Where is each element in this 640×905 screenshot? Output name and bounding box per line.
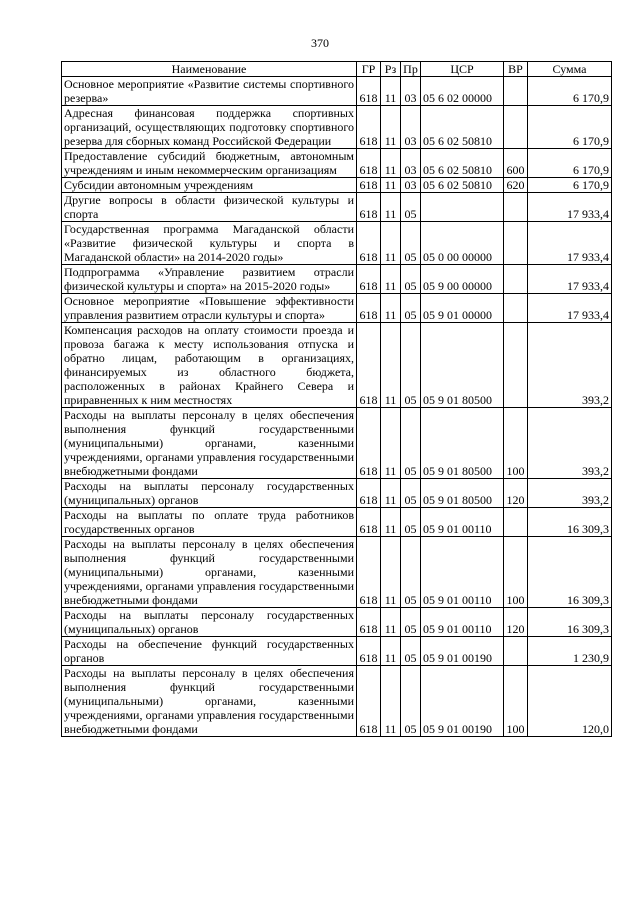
col-header-gr: ГР [357, 62, 381, 77]
cell-name: Другие вопросы в области физической культуры и спорта [62, 193, 357, 222]
col-header-name: Наименование [62, 62, 357, 77]
cell-gr: 618 [357, 294, 381, 323]
cell-pr: 05 [401, 508, 421, 537]
cell-gr: 618 [357, 666, 381, 737]
cell-vr: 620 [504, 178, 528, 193]
col-header-rz: Рз [381, 62, 401, 77]
cell-vr: 600 [504, 149, 528, 178]
cell-vr: 100 [504, 408, 528, 479]
cell-csr: 05 9 01 00110 [421, 608, 504, 637]
cell-csr: 05 9 01 00190 [421, 637, 504, 666]
cell-rz: 11 [381, 222, 401, 265]
cell-gr: 618 [357, 265, 381, 294]
cell-name: Расходы на выплаты персоналу в целях обеспечения выполнения функций государственными (муниципальными) органами, казенными учреждениями, органами управления государственными внебюджетными фондами [62, 408, 357, 479]
cell-name: Расходы на обеспечение функций государственных органов [62, 637, 357, 666]
table-row [62, 666, 612, 737]
table-row [62, 323, 612, 408]
cell-name: Основное мероприятие «Развитие системы спортивного резерва» [62, 77, 357, 106]
table-row [62, 77, 612, 106]
cell-pr: 05 [401, 294, 421, 323]
cell-csr: 05 9 01 80500 [421, 323, 504, 408]
cell-vr: 120 [504, 479, 528, 508]
col-header-sum: Сумма [528, 62, 612, 77]
cell-sum: 6 170,9 [528, 106, 612, 149]
cell-sum: 1 230,9 [528, 637, 612, 666]
cell-csr: 05 9 00 00000 [421, 265, 504, 294]
budget-table [61, 61, 612, 737]
table-header-row [62, 62, 612, 77]
table-row [62, 265, 612, 294]
cell-rz: 11 [381, 294, 401, 323]
cell-csr: 05 6 02 50810 [421, 178, 504, 193]
cell-name: Расходы на выплаты персоналу государственных (муниципальных) органов [62, 608, 357, 637]
cell-rz: 11 [381, 637, 401, 666]
cell-pr: 05 [401, 193, 421, 222]
cell-sum: 16 309,3 [528, 537, 612, 608]
cell-vr [504, 106, 528, 149]
cell-sum: 17 933,4 [528, 222, 612, 265]
cell-pr: 03 [401, 178, 421, 193]
col-header-csr: ЦСР [421, 62, 504, 77]
cell-rz: 11 [381, 106, 401, 149]
cell-pr: 05 [401, 479, 421, 508]
cell-sum: 16 309,3 [528, 608, 612, 637]
cell-rz: 11 [381, 479, 401, 508]
cell-sum: 17 933,4 [528, 265, 612, 294]
cell-csr: 05 9 01 00110 [421, 508, 504, 537]
cell-sum: 393,2 [528, 408, 612, 479]
cell-sum: 6 170,9 [528, 77, 612, 106]
table-row [62, 106, 612, 149]
cell-sum: 17 933,4 [528, 193, 612, 222]
table-row [62, 149, 612, 178]
cell-csr: 05 6 02 00000 [421, 77, 504, 106]
col-header-pr: Пр [401, 62, 421, 77]
cell-rz: 11 [381, 265, 401, 294]
cell-rz: 11 [381, 537, 401, 608]
cell-sum: 393,2 [528, 479, 612, 508]
cell-vr [504, 323, 528, 408]
cell-rz: 11 [381, 178, 401, 193]
table-row [62, 178, 612, 193]
cell-csr: 05 9 01 00110 [421, 537, 504, 608]
cell-gr: 618 [357, 323, 381, 408]
cell-gr: 618 [357, 149, 381, 178]
cell-csr [421, 193, 504, 222]
cell-pr: 03 [401, 106, 421, 149]
table-row [62, 222, 612, 265]
cell-vr [504, 193, 528, 222]
cell-csr: 05 9 01 00000 [421, 294, 504, 323]
table-row [62, 508, 612, 537]
cell-gr: 618 [357, 408, 381, 479]
cell-rz: 11 [381, 408, 401, 479]
table-row [62, 408, 612, 479]
cell-name: Расходы на выплаты персоналу в целях обеспечения выполнения функций государственными (муниципальными) органами, казенными учреждениями, органами управления государственными внебюджетными фондами [62, 537, 357, 608]
cell-pr: 05 [401, 637, 421, 666]
cell-name: Субсидии автономным учреждениям [62, 178, 357, 193]
cell-pr: 05 [401, 222, 421, 265]
table-row [62, 608, 612, 637]
cell-gr: 618 [357, 77, 381, 106]
table-body [62, 77, 612, 737]
cell-name: Государственная программа Магаданской области «Развитие физической культуры и спорта в Магаданской области» на 2014-2020 годы» [62, 222, 357, 265]
cell-vr [504, 222, 528, 265]
cell-vr [504, 508, 528, 537]
cell-csr: 05 6 02 50810 [421, 106, 504, 149]
cell-rz: 11 [381, 193, 401, 222]
cell-gr: 618 [357, 508, 381, 537]
cell-pr: 05 [401, 537, 421, 608]
cell-sum: 6 170,9 [528, 178, 612, 193]
col-header-vr: ВР [504, 62, 528, 77]
cell-sum: 393,2 [528, 323, 612, 408]
cell-rz: 11 [381, 323, 401, 408]
cell-pr: 03 [401, 149, 421, 178]
cell-name: Расходы на выплаты по оплате труда работников государственных органов [62, 508, 357, 537]
table-row [62, 637, 612, 666]
cell-gr: 618 [357, 178, 381, 193]
cell-pr: 05 [401, 608, 421, 637]
page-number: 370 [311, 36, 329, 50]
cell-vr [504, 265, 528, 294]
cell-name: Расходы на выплаты персоналу в целях обеспечения выполнения функций государственными (муниципальными) органами, казенными учреждениями, органами управления государственными внебюджетными фондами [62, 666, 357, 737]
cell-gr: 618 [357, 608, 381, 637]
cell-name: Подпрограмма «Управление развитием отрасли физической культуры и спорта» на 2015-2020 годы» [62, 265, 357, 294]
cell-rz: 11 [381, 608, 401, 637]
cell-pr: 05 [401, 408, 421, 479]
cell-vr [504, 77, 528, 106]
cell-name: Предоставление субсидий бюджетным, автономным учреждениям и иным некоммерческим организациям [62, 149, 357, 178]
cell-vr: 120 [504, 608, 528, 637]
cell-sum: 16 309,3 [528, 508, 612, 537]
table-row [62, 479, 612, 508]
cell-sum: 120,0 [528, 666, 612, 737]
table-row [62, 294, 612, 323]
cell-pr: 03 [401, 77, 421, 106]
cell-csr: 05 9 01 80500 [421, 479, 504, 508]
cell-gr: 618 [357, 222, 381, 265]
cell-gr: 618 [357, 637, 381, 666]
cell-pr: 05 [401, 323, 421, 408]
cell-gr: 618 [357, 537, 381, 608]
cell-gr: 618 [357, 479, 381, 508]
cell-name: Компенсация расходов на оплату стоимости проезда и провоза багажа к месту использования отпуска и обратно лицам, работающим в организациях, финансируемых из областного бюджета, расположенных в районах Крайнего Севера и приравненных к ним местностях [62, 323, 357, 408]
cell-rz: 11 [381, 149, 401, 178]
cell-csr: 05 9 01 00190 [421, 666, 504, 737]
cell-rz: 11 [381, 508, 401, 537]
cell-rz: 11 [381, 77, 401, 106]
cell-csr: 05 6 02 50810 [421, 149, 504, 178]
cell-gr: 618 [357, 106, 381, 149]
cell-vr: 100 [504, 537, 528, 608]
cell-vr: 100 [504, 666, 528, 737]
cell-csr: 05 0 00 00000 [421, 222, 504, 265]
cell-name: Расходы на выплаты персоналу государственных (муниципальных) органов [62, 479, 357, 508]
cell-pr: 05 [401, 666, 421, 737]
table-row [62, 537, 612, 608]
cell-csr: 05 9 01 80500 [421, 408, 504, 479]
cell-rz: 11 [381, 666, 401, 737]
cell-pr: 05 [401, 265, 421, 294]
cell-vr [504, 637, 528, 666]
cell-name: Адресная финансовая поддержка спортивных организаций, осуществляющих подготовку спортивного резерва для сборных команд Российской Федерации [62, 106, 357, 149]
cell-gr: 618 [357, 193, 381, 222]
cell-sum: 6 170,9 [528, 149, 612, 178]
table-row [62, 193, 612, 222]
cell-name: Основное мероприятие «Повышение эффективности управления развитием отрасли культуры и спорта» [62, 294, 357, 323]
cell-sum: 17 933,4 [528, 294, 612, 323]
cell-vr [504, 294, 528, 323]
